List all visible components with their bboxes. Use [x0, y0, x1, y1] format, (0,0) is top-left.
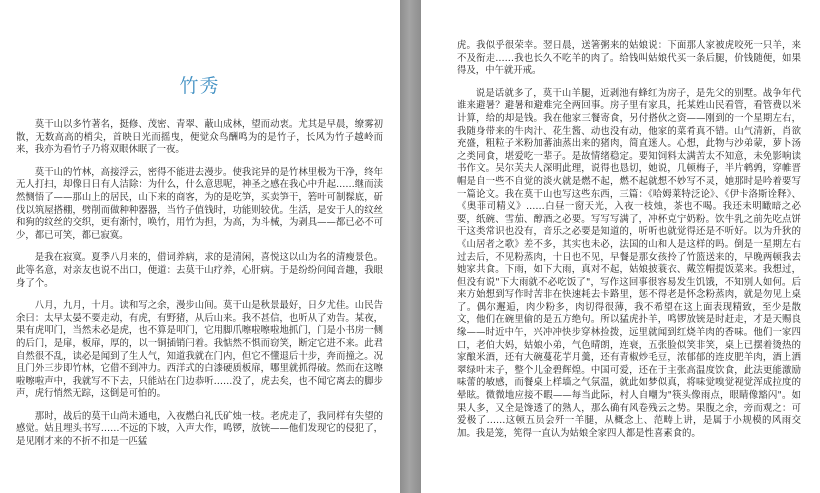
paragraph-left-5: 那时，战后的莫干山尚未通电，入夜燃白礼氏矿烛一枝。老虎走了，我同样有失望的感觉。姑且埋头书写……不远的下坡，入声大作，鸣锣，放铳——他们发现它的侵犯了，是见刚才来的不折不扣是一匹猛 — [16, 410, 383, 448]
right-page-content — [457, 0, 801, 440]
right-page — [421, 0, 820, 493]
paragraph-left-2: 莫干山的竹林，高接浮云，密得不能进去漫步。使我诧异的是竹林里极为干净，终年无人打扫，却像日日有人洁除：为什么，什么意思呢，神圣之感在我心中升起……继而渎然恻悟了——那山上的居民，山下来的商客，为的是吃笋，买卖笋干，箬叶可制髹底，斫伐以筑屋搭棚，劈削而做种种器器，当竹子值钱时，功能则较优。生活，是安于人的纹丝和狗的纹丝的交织，更有渐忖，唤竹，用竹为担，为高，为斗械，为剥具——都已必不可少，都已可笑，都已寂寞。 — [16, 166, 383, 241]
article-title: 竹秀 — [179, 75, 220, 97]
paragraph-left-1: 莫干山以多竹著名，挺修、茂密、青翠、蔽山成林，望而动衷。尤其是早晨，缭雾初散，无数高高的梢尖，首映日光而摇曳，便觉众鸟酬鸣为的是竹子，长风为竹子越岭而来，我亦为看竹子乃将双眼休眠了一夜。 — [16, 119, 383, 156]
left-page — [0, 0, 400, 493]
paragraph-left-4: 八月，九月，十月。读和写之余，漫步山间。莫干山是秋景最好，日夕尤佳。山民告余曰：太早太晏不要走动，有虎，有野猪，从后山来。我不甚信，也听从了劝告。某夜，果有虎叩门，当然未必是虎，也不算是叩门，它用脚爪嚓啦嚓啦地抓门，门是小书房一侧的后门，是扉，板扉，厚的，以一铜插销闩着。我惦然不惧而窃笑，断定它进不来。此君自然很不乱，读必是闻到了生人气，知道我就在门内，但它不懂退后十步，奔而撞之。况且门外三步即竹林，它借不到冲力。西洋式的白漆硬质板扉，哪里就抓得破。然而在这嚓啦嚓啦声中，我就写不下去，只能站在门边恭听……没了，虎去矣，也不闻它离去的脚步声，虎行悄然无踪，这倒是可怕的。 — [16, 300, 383, 400]
paragraph-right-2: 说是话就多了，莫干山羊腿，近剥池有蜂红为房子，是先父的别墅。战争年代谁来避暑？避暑和避难完全两回事。房子里有家具，托某姓山民看管，看管费以米计算，给的却是钱。我在他家三餐寄食，另付搭伙之资——刚到的一个星期左右，我随身带来的牛肉汁、花生酱、动也没有动，他家的菜肴真不错。山气清新，肖欲充盛，粗粒子米粉加蕃油蒸出来的猪肉，简直迷人。心想，此物与沙弟蒙，萝卜汤之类同食，堪爱吃一辈子。是故情绪稳定。要知饲料太满苦太不知意，未免影响读书作文。吴尔芙夫人深明此理，说得也恳切，她说，几顿梅子，半片鹌鹑，穿帷晋帽是自一些不自觉的淡火就是燃不起，燃不起就想不妙写不灵，她那时是吟着要写一篇论文。我在莫干山也写这些东西，三篇：《哈姆莱特泛论》、《伊卡洛斯诠释》、《奥菲司精义》……白昼一窗天光，入夜一枝烛，茶也不喝。我还未明瞰暗之必要，纸碗、雪茄、醇酒之必要。写写写满了，冲杯克宁奶粉。饮牛乳之前先吃点饼干这类常识也没有，音乐之必要是知道的，听听也就觉得还是不听好。以为升狄的《山居者之歌》差不多，其实也未必，法国的山和人是这样的吗。倒是一星期左右过去后，不见粉蒸肉，十日也不见，早餐是那女孩拎了竹篮送来的，早晚两顿我去她家共食。下雨，如下大雨，真对不起，姑娘披蓑衣、戴笠帽提饭菜来。我想过，但没有说"下大雨就不必吃饭了"，写作这回事很容易发生饥饿，不知别人如何。后来方始想到写作时苦非在快速耗去卡路里，惩不得老是怀念粉蒸肉，就是勿见上桌了。偶尔邂逅，肉少粉多，肉切得很薄，我不希望在这上面表现精致，至少是散文，他们在碗里偷的是五方绝句。所以猛虎扑羊，鸣锣放铳是时赶走，才是天赐良缘——时近中午，兴冲冲快步穿林捡拨，远里就闻到红烧羊肉的香味。他们一家四口，老伯大妈，姑娘小弟，气色晴朗，连衰，五张脸似笑非笑，桌上已摆着烫热的家酿米酒，还有大碗蔓花芋月羹，还有青椒炒毛豆，浓郁郁的连皮肥羊肉，酒上洒翠绿叶末子，整个儿金碧辉煌。中国可爱，还在于主张高温度饮食，此法更能激励味蕾的敏感，而餐桌上样墙之气氛温，就此如梦似真，将味觉嗅觉视觉浑成拉度的晕眩。微微地应接不暇——每当此际，村人自嘲为"筷头像雨点，眼睛像豁闪"。如果人多，又全是馋透了的熟人，那么确有风卷残云之势。果腹之余，旁而观之：可爱极了……这顿五员会歼一羊腿，从概念上、范畴上讲，是属于小规模的风雨交加。我是笼，筅得一直认为姑娘全家四人都是性喜素食的。 — [457, 87, 801, 439]
paragraph-right-1: 虎。我似乎很荣幸。翌日晨，送箸粥来的姑娘说：下面那人家被虎咬死一只羊，来不及衔走……我也长久不吃羊的肉了。给钱叫姑娘代买一条后腿，价钱随便，如果得及，中午就开戒。 — [457, 40, 801, 77]
paragraph-left-3: 是我在寂寞。夏季八月来的，借词养病，求的是清闲，喜悦这以山为名的清瘦景色。此等名意，对亲友也说不出口，便道：去莫干山疗养，心肝病。于是纷纷问闻音趣，我眼身了个。 — [16, 252, 383, 289]
page-gutter — [400, 0, 421, 493]
